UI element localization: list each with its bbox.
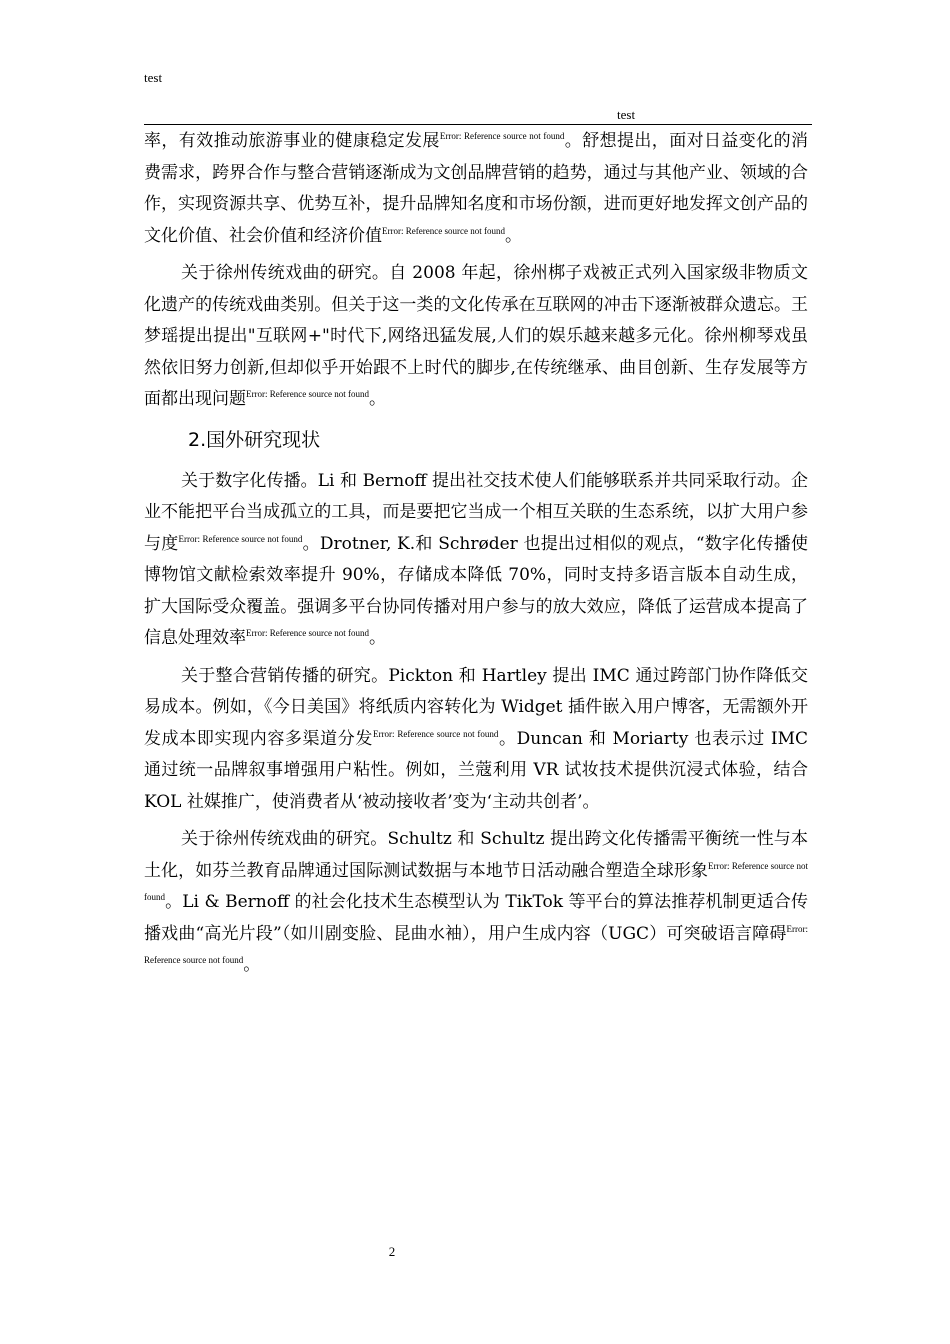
reference-error: Error: Reference source not found <box>246 389 369 399</box>
paragraph-3: 关于数字化传播。Li 和 Bernoff 提出社交技术使人们能够联系并共同采取行动。企业不能把平台当成孤立的工具，而是要把它当成一个相互关联的生态系统，以扩大用户参与度$^{Error: Reference source not found}$。Drotner, K.和 Schrøder 也提出过相似的观点，“数字化传播使博物馆文献检索效率提升 90%，存储成本降低 70%，同时支持多语言版本自动生成，扩大国际受众覆盖。强调多平台协同传播对用户参与的放大效应，降低了运营成本提高了信息处理效率$^{Error: Reference source not found}$。 <box>144 470 809 648</box>
header-left-text: test <box>144 70 163 85</box>
paragraph-4: 关于整合营销传播的研究。Pickton 和 Hartley 提出 IMC 通过跨部门协作降低交易成本。例如，《今日美国》将纸质内容转化为 Widget 插件嵌入用户博客，无需额外开发成本即实现内容多渠道分发$^{Error: Reference source not found}$。Duncan 和 Moriarty 也表示过 IMC 通过统一品牌叙事增强用户粘性。例如，兰蔻利用 VR 试妆技术提供沉浸式体验，结合 KOL 社媒推广，使消费者从‘被动接收者’变为‘主动共创者’。 <box>144 665 808 812</box>
paragraph-5: 关于徐州传统戏曲的研究。Schultz 和 Schultz 提出跨文化传播需平衡统一性与本土化，如芬兰教育品牌通过国际测试数据与本地节日活动融合塑造全球形象$^{Error: Reference source not found}$。Li & Bernoff 的社会化技术生态模型认为 TikTok 等平台的算法推荐机制更适合传播戏曲“高光片段”（如川剧变脸、昆曲水袖），用户生成内容（UGC）可突破语言障碍$^{Error: Reference source not found}$。 <box>144 829 809 975</box>
page-number: 2 <box>388 1244 396 1259</box>
reference-error: Error: Reference source not found <box>246 628 369 638</box>
section-heading: 2.国外研究现状 <box>188 428 321 451</box>
reference-error: Error: Reference source not found <box>144 923 808 965</box>
reference-error: Error: Reference source not found <box>144 860 809 902</box>
paragraph-1: 率，有效推动旅游事业的健康稳定发展$^{Error: Reference source not found}$。舒想提出，面对日益变化的消费需求，跨界合作与整合营销逐渐成为文创品牌营销的趋势，通过与其他产业、领域的合作，实现资源共享、优势互补，提升品牌知名度和市场份额，进而更好地发挥文创产品的文化价值、社会价值和经济价值$^{Error: Reference source not found}$。 <box>144 131 809 246</box>
reference-error: Error: Reference source not found <box>373 728 499 739</box>
header-rule <box>144 124 812 125</box>
header-right-text: test <box>617 107 636 122</box>
reference-error: Error: Reference source not found <box>382 225 505 236</box>
paragraph-2: 关于徐州传统戏曲的研究。自 2008 年起，徐州梆子戏被正式列入国家级非物质文化遗产的传统戏曲类别。但关于这一类的文化传承在互联网的冲击下逐渐被群众遗忘。王梦瑶提出提出"互联网+"时代下,网络迅猛发展,人们的娱乐越来越多元化。徐州柳琴戏虽然依旧努力创新,但却似乎开始跟不上时代的脚步,在传统继承、曲目创新、生存发展等方面都出现问题$^{Error: Reference source not found}$。 <box>144 263 808 409</box>
reference-error: Error: Reference source not found <box>178 533 303 544</box>
body-text <box>144 126 808 988</box>
reference-error: Error: Reference source not found <box>439 131 565 141</box>
